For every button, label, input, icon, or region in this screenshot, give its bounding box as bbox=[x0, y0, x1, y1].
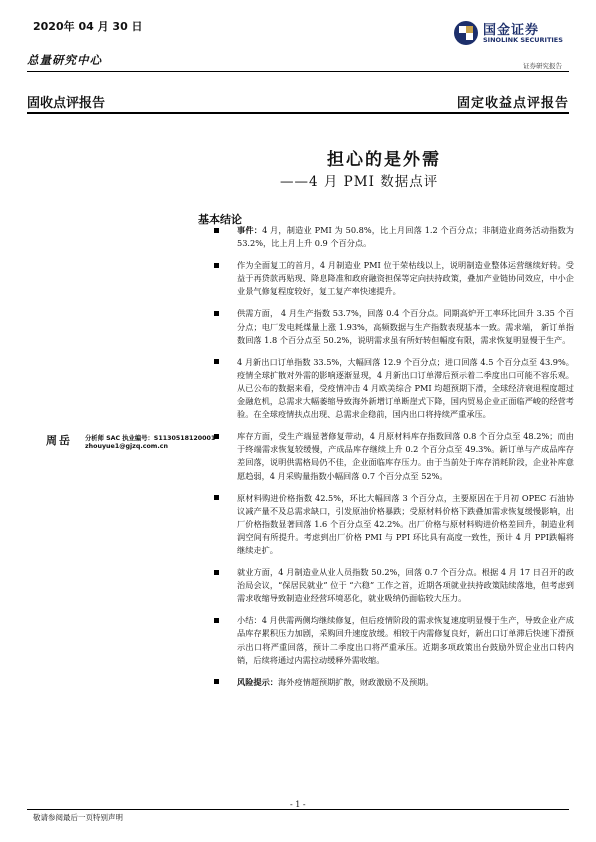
bullet-text: 作为全面复工的首月，4 月制造业 PMI 位于荣枯线以上，说明制造业整体运营继续好转。受益于再贷款再贴现、降息降准和政府融资担保等定向扶持政策，叠加产业链协同效应，中小企业景气修复程度较好，复工复产率快速提升。 bbox=[237, 260, 574, 297]
bullet-square-icon bbox=[214, 495, 219, 500]
analyst-credential: 分析师 SAC 执业编号：S1130518120001 bbox=[85, 435, 216, 442]
logo-english-name: SINOLINK SECURITIES bbox=[483, 36, 563, 44]
bullet-text: 4 月，制造业 PMI 为 50.8%，比上月回落 1.2 个百分点；非制造业商务活动指数为 53.2%，比上月上升 0.9 个百分点。 bbox=[237, 225, 574, 249]
conclusion-list bbox=[212, 224, 574, 698]
department-name: 总量研究中心 bbox=[27, 53, 102, 67]
bullet-square-icon bbox=[214, 263, 219, 268]
logo-subtitle: 证券研究报告 bbox=[523, 62, 562, 70]
page-number: - 1 - bbox=[290, 800, 306, 809]
bullet-item bbox=[212, 676, 574, 689]
bullet-text: 就业方面，4 月制造业从业人员指数 50.2%，回落 0.7 个百分点。根据 4 月 17 日召开的政治局会议，“保居民就业” 位于 “六稳” 工作之首，近期各项就业扶持政策陆续落地，但考虑到需求收缩导致制造业经营环境恶化，就业吸纳仍面临较大压力。 bbox=[237, 567, 574, 604]
bullet-text: 供需方面， 4 月生产指数 53.7%，回落 0.4 个百分点。同期高炉开工率环比回升 3.35 个百分点；电厂发电耗煤量上涨 1.93%，高频数据与生产指数表现基本一致。需求端， 新订单指数回落 1.8 个百分点至 50.2%，说明需求虽有所好转但幅度有限，需求恢复明显慢于生产。 bbox=[237, 308, 574, 345]
bullet-item bbox=[212, 492, 574, 557]
title-divider bbox=[27, 112, 569, 114]
company-logo bbox=[453, 18, 573, 70]
bullet-item bbox=[212, 259, 574, 298]
bullet-item bbox=[212, 307, 574, 346]
bullet-text: 小结：4 月供需两侧均继续修复，但后疫情阶段的需求恢复速度明显慢于生产，导致企业产成品库存累积压力加剧，采购回升速度放缓。相较于内需修复良好，新出口订单滞后快速下滑预示出口将严重回落，预计二季度出口将严重承压。近期多项政策出台鼓励外贸企业出口转内销，后续将通过内需拉动缓释外需收缩。 bbox=[237, 615, 574, 665]
logo-mark-icon bbox=[453, 20, 479, 46]
bullet-item bbox=[212, 614, 574, 666]
footer-divider bbox=[27, 809, 569, 810]
bullet-text: 原材料购进价格指数 42.5%，环比大幅回落 3 个百分点，主要原因在于月初 OPEC 石油协议减产量不及总需求缺口，引发原油价格暴跌；受原材料价格下跌叠加需求恢复缓慢影响，出厂价格指数显著回落 1.6 个百分点至 42.2%。出厂价格与原材料购进价格差回升，制造业利润空间有所提升。考虑到出厂价格 PMI 与 PPI 环比具有高度一致性，预计 4 月 PPI跌幅将继续走扩。 bbox=[237, 492, 574, 555]
bullet-text: 库存方面，受生产端显著修复带动，4 月原材料库存指数回落 0.8 个百分点至 48.2%；而由于终端需求恢复较缓慢，产成品库存继续上升 0.2 个百分点至 49.3%。新订单与产成品库存差回落，说明供需格局仍不佳，企业面临库存压力。由于当前处于库存消耗阶段，企业补库意愿趋弱，4 月采购量指数小幅回落 0.7 个百分点至 52%。 bbox=[237, 431, 574, 481]
bullet-square-icon bbox=[214, 679, 219, 684]
logo-chinese-name: 国金证券 bbox=[483, 23, 540, 38]
analyst-email[interactable]: zhouyue1@gjzq.com.cn bbox=[85, 443, 168, 450]
bullet-square-icon bbox=[214, 359, 219, 364]
bullet-text: 4 月新出口订单指数 33.5%，大幅回落 12.9 个百分点；进口回落 4.5 个百分点至 43.9%。疫情全球扩散对外需的影响逐渐显现，4 月新出口订单滞后预示着二季度出口可能不容乐观。从已公布的数据来看，受疫情冲击 4 月欧美综合 PMI 均超预期下滑，全球经济衰退程度超过金融危机，总需求大幅萎缩导致海外新增订单断崖式下降，国内贸易企业正面临严峻的经营考验。在全球疫情扶点出现、总需求企稳前，国内出口将持续严重承压。 bbox=[237, 356, 574, 420]
section-heading: 基本结论 bbox=[198, 213, 242, 226]
bullet-text: 海外疫情超预期扩散，财政激励不及预期。 bbox=[277, 676, 434, 687]
bullet-item bbox=[212, 356, 574, 421]
bullet-lead: 风险提示： bbox=[237, 676, 278, 687]
bullet-item bbox=[212, 430, 574, 482]
report-type-right: 固定收益点评报告 bbox=[456, 96, 569, 111]
bullet-square-icon bbox=[214, 570, 219, 575]
bullet-square-icon bbox=[214, 618, 219, 623]
report-subtitle: ——4 月 PMI 数据点评 bbox=[280, 174, 439, 190]
bullet-item bbox=[212, 566, 574, 605]
author-name: 周岳 bbox=[46, 434, 72, 447]
report-date: 2020年 04 月 30 日 bbox=[33, 20, 143, 33]
bullet-lead: 事件： bbox=[237, 225, 263, 235]
header-divider bbox=[27, 71, 569, 72]
bullet-square-icon bbox=[214, 228, 219, 233]
bullet-item bbox=[212, 224, 574, 250]
bullet-square-icon bbox=[214, 311, 219, 316]
report-type-left: 固收点评报告 bbox=[27, 96, 106, 111]
footer-disclaimer: 敬请参阅最后一页特别声明 bbox=[33, 813, 123, 822]
report-title: 担心的是外需 bbox=[327, 150, 441, 170]
